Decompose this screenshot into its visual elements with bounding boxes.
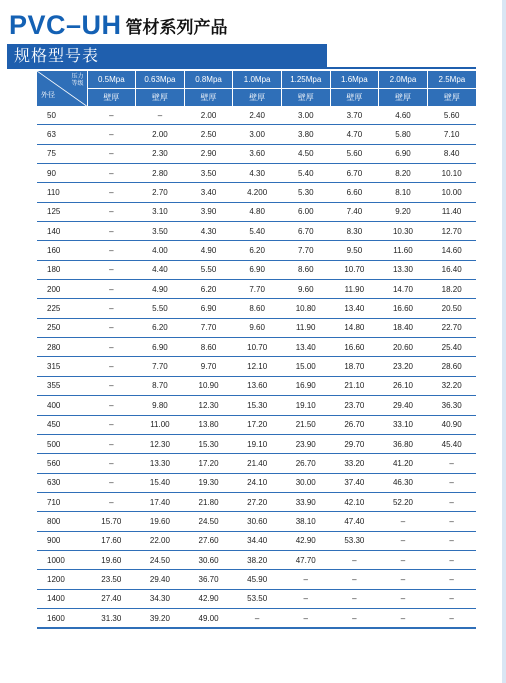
- wall-thickness-cell: 19.30: [184, 473, 233, 492]
- wall-thickness-cell: –: [427, 589, 476, 608]
- wall-thickness-cell: 5.80: [379, 125, 428, 144]
- wall-thickness-cell: –: [281, 570, 330, 589]
- wall-thickness-cell: 11.60: [379, 241, 428, 260]
- wall-thickness-cell: 45.40: [427, 434, 476, 453]
- wall-thickness-cell: 15.30: [233, 396, 282, 415]
- table-row: [37, 144, 476, 163]
- wall-thickness-cell: 40.90: [427, 415, 476, 434]
- outer-diameter-cell: 50: [37, 106, 87, 125]
- wall-thickness-cell: –: [379, 512, 428, 531]
- wall-thickness-cell: 27.20: [233, 492, 282, 511]
- outer-diameter-cell: 90: [37, 164, 87, 183]
- wall-thickness-cell: 17.60: [87, 531, 136, 550]
- wall-thickness-cell: 3.40: [184, 183, 233, 202]
- pressure-header-5: 1.25Mpa: [281, 71, 330, 89]
- wall-thickness-cell: 17.40: [136, 492, 185, 511]
- wall-thickness-cell: –: [87, 260, 136, 279]
- outer-diameter-cell: 900: [37, 531, 87, 550]
- wall-thickness-cell: 32.20: [427, 376, 476, 395]
- wall-thickness-cell: –: [87, 222, 136, 241]
- wall-thickness-cell: –: [330, 608, 379, 628]
- wall-thickness-cell: 19.60: [87, 550, 136, 569]
- wall-thickness-cell: 9.70: [184, 357, 233, 376]
- table-row: [37, 357, 476, 376]
- wall-thickness-cell: 26.70: [281, 454, 330, 473]
- wall-thickness-cell: 28.60: [427, 357, 476, 376]
- wall-thickness-cell: 12.10: [233, 357, 282, 376]
- wall-thickness-cell: –: [87, 164, 136, 183]
- wall-thickness-cell: 6.20: [184, 280, 233, 299]
- outer-diameter-cell: 1600: [37, 608, 87, 628]
- outer-diameter-cell: 75: [37, 144, 87, 163]
- wall-thickness-cell: 33.20: [330, 454, 379, 473]
- outer-diameter-cell: 710: [37, 492, 87, 511]
- table-row: [37, 434, 476, 453]
- wall-thickness-cell: –: [379, 531, 428, 550]
- wall-thickness-cell: 25.40: [427, 338, 476, 357]
- table-row: [37, 492, 476, 511]
- wall-thickness-cell: 5.30: [281, 183, 330, 202]
- outer-diameter-cell: 800: [37, 512, 87, 531]
- wall-thickness-cell: 10.00: [427, 183, 476, 202]
- table-row: [37, 512, 476, 531]
- wall-thickness-cell: 4.50: [281, 144, 330, 163]
- wall-thickness-cell: 8.70: [136, 376, 185, 395]
- outer-diameter-cell: 355: [37, 376, 87, 395]
- wall-thickness-cell: 4.200: [233, 183, 282, 202]
- wall-thickness-cell: –: [87, 144, 136, 163]
- wall-thickness-cell: 14.70: [379, 280, 428, 299]
- wall-thickness-cell: –: [87, 241, 136, 260]
- wall-thickness-cell: 53.30: [330, 531, 379, 550]
- wall-thickness-cell: 5.40: [233, 222, 282, 241]
- table-row: [37, 299, 476, 318]
- wall-thickness-cell: –: [427, 454, 476, 473]
- outer-diameter-cell: 315: [37, 357, 87, 376]
- wall-thickness-cell: 13.30: [379, 260, 428, 279]
- wall-thickness-cell: 3.10: [136, 202, 185, 221]
- outer-diameter-cell: 400: [37, 396, 87, 415]
- wall-thickness-cell: 4.30: [184, 222, 233, 241]
- product-series-subtitle: 管材系列产品: [125, 18, 228, 38]
- wall-thickness-cell: 18.70: [330, 357, 379, 376]
- wall-thickness-cell: –: [87, 202, 136, 221]
- wall-thickness-cell: –: [136, 106, 185, 125]
- wall-thickness-cell: 38.20: [233, 550, 282, 569]
- wall-thickness-cell: –: [87, 376, 136, 395]
- table-row: [37, 106, 476, 125]
- wall-thickness-cell: 6.70: [281, 222, 330, 241]
- wall-thickness-cell: 13.40: [330, 299, 379, 318]
- wall-thickness-cell: 10.80: [281, 299, 330, 318]
- wall-thickness-cell: –: [87, 454, 136, 473]
- wall-thickness-cell: 36.80: [379, 434, 428, 453]
- wall-thickness-header-1: 壁厚: [87, 89, 136, 107]
- wall-thickness-cell: 29.40: [379, 396, 428, 415]
- wall-thickness-cell: 8.30: [330, 222, 379, 241]
- outer-diameter-cell: 250: [37, 318, 87, 337]
- wall-thickness-cell: 9.50: [330, 241, 379, 260]
- wall-thickness-cell: 21.10: [330, 376, 379, 395]
- wall-thickness-cell: 6.90: [184, 299, 233, 318]
- wall-thickness-cell: 8.10: [379, 183, 428, 202]
- wall-thickness-cell: 8.60: [184, 338, 233, 357]
- table-row: [37, 241, 476, 260]
- wall-thickness-cell: 4.00: [136, 241, 185, 260]
- wall-thickness-cell: 24.50: [184, 512, 233, 531]
- wall-thickness-cell: 10.70: [233, 338, 282, 357]
- table-row: [37, 280, 476, 299]
- outer-diameter-cell: 110: [37, 183, 87, 202]
- page-edge-strip: [502, 0, 506, 683]
- outer-diameter-cell: 160: [37, 241, 87, 260]
- wall-thickness-cell: 13.40: [281, 338, 330, 357]
- wall-thickness-cell: 3.70: [330, 106, 379, 125]
- wall-thickness-cell: 47.70: [281, 550, 330, 569]
- wall-thickness-cell: 11.90: [330, 280, 379, 299]
- wall-thickness-cell: –: [87, 183, 136, 202]
- wall-thickness-cell: 42.90: [281, 531, 330, 550]
- table-row: [37, 260, 476, 279]
- wall-thickness-header-2: 壁厚: [136, 89, 185, 107]
- wall-thickness-cell: –: [427, 608, 476, 628]
- wall-thickness-cell: 10.70: [330, 260, 379, 279]
- wall-thickness-cell: 7.70: [233, 280, 282, 299]
- wall-thickness-cell: 9.80: [136, 396, 185, 415]
- wall-thickness-cell: –: [233, 608, 282, 628]
- wall-thickness-cell: 42.90: [184, 589, 233, 608]
- wall-thickness-cell: 2.40: [233, 106, 282, 125]
- wall-thickness-cell: 24.10: [233, 473, 282, 492]
- wall-thickness-header-4: 壁厚: [233, 89, 282, 107]
- spec-table-body: [37, 106, 476, 628]
- wall-thickness-cell: 42.10: [330, 492, 379, 511]
- wall-thickness-cell: 16.40: [427, 260, 476, 279]
- table-row: [37, 396, 476, 415]
- table-row: [37, 202, 476, 221]
- wall-thickness-cell: 26.70: [330, 415, 379, 434]
- wall-thickness-cell: 37.40: [330, 473, 379, 492]
- wall-thickness-cell: 6.00: [281, 202, 330, 221]
- wall-thickness-cell: 21.40: [233, 454, 282, 473]
- wall-thickness-cell: 19.60: [136, 512, 185, 531]
- wall-thickness-cell: 6.20: [136, 318, 185, 337]
- wall-thickness-cell: –: [379, 570, 428, 589]
- wall-thickness-cell: 4.90: [136, 280, 185, 299]
- wall-thickness-cell: –: [87, 357, 136, 376]
- wall-thickness-cell: 16.60: [379, 299, 428, 318]
- table-row: [37, 608, 476, 628]
- wall-thickness-cell: 7.40: [330, 202, 379, 221]
- wall-thickness-cell: 4.90: [184, 241, 233, 260]
- wall-thickness-cell: 10.90: [184, 376, 233, 395]
- spec-table: [37, 71, 476, 629]
- wall-thickness-cell: 29.40: [136, 570, 185, 589]
- wall-thickness-cell: 13.30: [136, 454, 185, 473]
- wall-thickness-cell: 23.20: [379, 357, 428, 376]
- wall-thickness-cell: 34.30: [136, 589, 185, 608]
- table-row: [37, 183, 476, 202]
- wall-thickness-cell: 2.00: [136, 125, 185, 144]
- wall-thickness-cell: 12.30: [184, 396, 233, 415]
- table-row: [37, 454, 476, 473]
- wall-thickness-cell: –: [87, 396, 136, 415]
- wall-thickness-cell: –: [87, 318, 136, 337]
- wall-thickness-cell: 6.90: [136, 338, 185, 357]
- outer-diameter-cell: 500: [37, 434, 87, 453]
- wall-thickness-cell: 5.50: [184, 260, 233, 279]
- wall-thickness-cell: 22.70: [427, 318, 476, 337]
- wall-thickness-cell: –: [379, 550, 428, 569]
- wall-thickness-header-7: 壁厚: [379, 89, 428, 107]
- wall-thickness-header-5: 壁厚: [281, 89, 330, 107]
- wall-thickness-cell: –: [87, 473, 136, 492]
- wall-thickness-cell: 39.20: [136, 608, 185, 628]
- wall-thickness-cell: 23.50: [87, 570, 136, 589]
- section-title-bar: 规格型号表: [7, 44, 327, 68]
- table-row: [37, 550, 476, 569]
- wall-thickness-cell: 23.90: [281, 434, 330, 453]
- wall-thickness-cell: –: [87, 338, 136, 357]
- wall-thickness-cell: 10.30: [379, 222, 428, 241]
- wall-thickness-cell: 2.00: [184, 106, 233, 125]
- wall-thickness-cell: 20.50: [427, 299, 476, 318]
- wall-thickness-cell: 27.40: [87, 589, 136, 608]
- wall-thickness-cell: 30.00: [281, 473, 330, 492]
- wall-thickness-cell: 14.80: [330, 318, 379, 337]
- wall-thickness-cell: 10.10: [427, 164, 476, 183]
- wall-thickness-cell: 3.00: [233, 125, 282, 144]
- wall-thickness-cell: 47.40: [330, 512, 379, 531]
- wall-thickness-cell: –: [281, 589, 330, 608]
- outer-diameter-cell: 140: [37, 222, 87, 241]
- wall-thickness-cell: 12.30: [136, 434, 185, 453]
- wall-thickness-cell: 46.30: [379, 473, 428, 492]
- wall-thickness-cell: 7.70: [281, 241, 330, 260]
- table-row: [37, 473, 476, 492]
- wall-thickness-cell: 29.70: [330, 434, 379, 453]
- wall-thickness-cell: 2.80: [136, 164, 185, 183]
- wall-thickness-cell: 15.70: [87, 512, 136, 531]
- wall-thickness-cell: –: [281, 608, 330, 628]
- wall-thickness-cell: 3.50: [184, 164, 233, 183]
- wall-thickness-cell: 14.60: [427, 241, 476, 260]
- wall-thickness-header-8: 壁厚: [427, 89, 476, 107]
- outer-diameter-cell: 225: [37, 299, 87, 318]
- wall-thickness-cell: 16.60: [330, 338, 379, 357]
- table-row: [37, 338, 476, 357]
- wall-thickness-cell: 3.60: [233, 144, 282, 163]
- wall-thickness-cell: 31.30: [87, 608, 136, 628]
- wall-thickness-cell: –: [87, 299, 136, 318]
- wall-thickness-cell: –: [87, 415, 136, 434]
- wall-thickness-cell: 4.80: [233, 202, 282, 221]
- wall-thickness-cell: 6.90: [233, 260, 282, 279]
- wall-thickness-cell: 4.60: [379, 106, 428, 125]
- wall-thickness-cell: 2.70: [136, 183, 185, 202]
- wall-thickness-cell: 2.30: [136, 144, 185, 163]
- wall-thickness-cell: 34.40: [233, 531, 282, 550]
- wall-thickness-cell: 11.90: [281, 318, 330, 337]
- wall-thickness-cell: 5.60: [427, 106, 476, 125]
- outer-diameter-cell: 630: [37, 473, 87, 492]
- table-row: [37, 222, 476, 241]
- wall-thickness-cell: 7.10: [427, 125, 476, 144]
- wall-thickness-cell: –: [427, 531, 476, 550]
- wall-thickness-cell: –: [87, 106, 136, 125]
- section-divider: [7, 67, 476, 69]
- wall-thickness-cell: 17.20: [233, 415, 282, 434]
- pressure-header-2: 0.63Mpa: [136, 71, 185, 89]
- table-row: [37, 589, 476, 608]
- outer-diameter-cell: 125: [37, 202, 87, 221]
- wall-thickness-cell: 33.90: [281, 492, 330, 511]
- wall-thickness-cell: 22.00: [136, 531, 185, 550]
- wall-thickness-cell: –: [87, 492, 136, 511]
- wall-thickness-cell: 33.10: [379, 415, 428, 434]
- wall-thickness-header-6: 壁厚: [330, 89, 379, 107]
- wall-thickness-cell: 53.50: [233, 589, 282, 608]
- page-title: [9, 9, 228, 39]
- outer-diameter-cell: 280: [37, 338, 87, 357]
- wall-thickness-cell: 15.00: [281, 357, 330, 376]
- wall-thickness-cell: –: [427, 512, 476, 531]
- wall-thickness-cell: –: [330, 589, 379, 608]
- wall-thickness-cell: 30.60: [184, 550, 233, 569]
- wall-thickness-cell: 19.10: [281, 396, 330, 415]
- wall-thickness-cell: 8.20: [379, 164, 428, 183]
- wall-thickness-cell: 30.60: [233, 512, 282, 531]
- pressure-level-label: 压力 等级: [71, 74, 84, 87]
- outer-diameter-cell: 63: [37, 125, 87, 144]
- wall-thickness-cell: 13.80: [184, 415, 233, 434]
- table-row: [37, 415, 476, 434]
- wall-thickness-cell: 5.40: [281, 164, 330, 183]
- wall-thickness-cell: 19.10: [233, 434, 282, 453]
- wall-thickness-cell: 36.70: [184, 570, 233, 589]
- wall-thickness-cell: 3.80: [281, 125, 330, 144]
- outer-diameter-label: 外径: [41, 92, 55, 99]
- pressure-header-8: 2.5Mpa: [427, 71, 476, 89]
- wall-thickness-cell: –: [330, 570, 379, 589]
- outer-diameter-cell: 1000: [37, 550, 87, 569]
- wall-thickness-cell: 20.60: [379, 338, 428, 357]
- wall-thickness-cell: –: [87, 280, 136, 299]
- wall-thickness-cell: 6.70: [330, 164, 379, 183]
- wall-thickness-cell: 26.10: [379, 376, 428, 395]
- wall-thickness-cell: –: [427, 473, 476, 492]
- wall-thickness-cell: 17.20: [184, 454, 233, 473]
- wall-thickness-cell: –: [427, 492, 476, 511]
- wall-thickness-cell: 4.40: [136, 260, 185, 279]
- pressure-header-3: 0.8Mpa: [184, 71, 233, 89]
- pressure-header-7: 2.0Mpa: [379, 71, 428, 89]
- wall-thickness-cell: 4.30: [233, 164, 282, 183]
- outer-diameter-cell: 560: [37, 454, 87, 473]
- pressure-header-6: 1.6Mpa: [330, 71, 379, 89]
- wall-thickness-cell: 9.60: [281, 280, 330, 299]
- wall-thickness-cell: 6.20: [233, 241, 282, 260]
- wall-thickness-cell: 18.40: [379, 318, 428, 337]
- wall-thickness-cell: 12.70: [427, 222, 476, 241]
- product-series-title: PVC–UH: [9, 10, 122, 40]
- wall-thickness-cell: 2.50: [184, 125, 233, 144]
- table-row: [37, 376, 476, 395]
- wall-thickness-cell: 9.20: [379, 202, 428, 221]
- wall-thickness-cell: 6.90: [379, 144, 428, 163]
- wall-thickness-cell: 11.40: [427, 202, 476, 221]
- wall-thickness-cell: 5.60: [330, 144, 379, 163]
- wall-thickness-cell: –: [87, 434, 136, 453]
- wall-thickness-cell: 16.90: [281, 376, 330, 395]
- table-row: [37, 318, 476, 337]
- wall-thickness-cell: 3.00: [281, 106, 330, 125]
- wall-thickness-cell: 49.00: [184, 608, 233, 628]
- wall-thickness-cell: 8.40: [427, 144, 476, 163]
- wall-thickness-cell: 7.70: [136, 357, 185, 376]
- wall-thickness-cell: 24.50: [136, 550, 185, 569]
- outer-diameter-cell: 450: [37, 415, 87, 434]
- outer-diameter-cell: 200: [37, 280, 87, 299]
- wall-thickness-cell: –: [379, 608, 428, 628]
- wall-thickness-cell: 5.50: [136, 299, 185, 318]
- wall-thickness-cell: –: [330, 550, 379, 569]
- wall-thickness-cell: 23.70: [330, 396, 379, 415]
- wall-thickness-header-3: 壁厚: [184, 89, 233, 107]
- wall-thickness-cell: 8.60: [233, 299, 282, 318]
- outer-diameter-cell: 1400: [37, 589, 87, 608]
- wall-thickness-cell: 7.70: [184, 318, 233, 337]
- wall-thickness-cell: 21.80: [184, 492, 233, 511]
- wall-thickness-cell: 41.20: [379, 454, 428, 473]
- wall-thickness-cell: 8.60: [281, 260, 330, 279]
- pressure-header-4: 1.0Mpa: [233, 71, 282, 89]
- wall-thickness-cell: 18.20: [427, 280, 476, 299]
- spec-table-header: [37, 71, 476, 106]
- outer-diameter-cell: 180: [37, 260, 87, 279]
- wall-thickness-cell: –: [379, 589, 428, 608]
- outer-diameter-cell: 1200: [37, 570, 87, 589]
- wall-thickness-cell: –: [427, 550, 476, 569]
- wall-thickness-cell: –: [87, 125, 136, 144]
- wall-thickness-cell: 6.60: [330, 183, 379, 202]
- wall-thickness-cell: 27.60: [184, 531, 233, 550]
- table-row: [37, 531, 476, 550]
- wall-thickness-cell: 21.50: [281, 415, 330, 434]
- wall-thickness-cell: 2.90: [184, 144, 233, 163]
- pressure-header-1: 0.5Mpa: [87, 71, 136, 89]
- table-row: [37, 570, 476, 589]
- wall-thickness-cell: 3.50: [136, 222, 185, 241]
- wall-thickness-cell: 15.30: [184, 434, 233, 453]
- wall-thickness-cell: 13.60: [233, 376, 282, 395]
- wall-thickness-cell: –: [427, 570, 476, 589]
- table-row: [37, 125, 476, 144]
- table-corner-cell: [37, 71, 87, 106]
- wall-thickness-cell: 36.30: [427, 396, 476, 415]
- wall-thickness-cell: 3.90: [184, 202, 233, 221]
- wall-thickness-cell: 52.20: [379, 492, 428, 511]
- wall-thickness-cell: 38.10: [281, 512, 330, 531]
- wall-thickness-cell: 15.40: [136, 473, 185, 492]
- wall-thickness-cell: 11.00: [136, 415, 185, 434]
- wall-thickness-cell: 9.60: [233, 318, 282, 337]
- wall-thickness-cell: 4.70: [330, 125, 379, 144]
- table-row: [37, 164, 476, 183]
- wall-thickness-cell: 45.90: [233, 570, 282, 589]
